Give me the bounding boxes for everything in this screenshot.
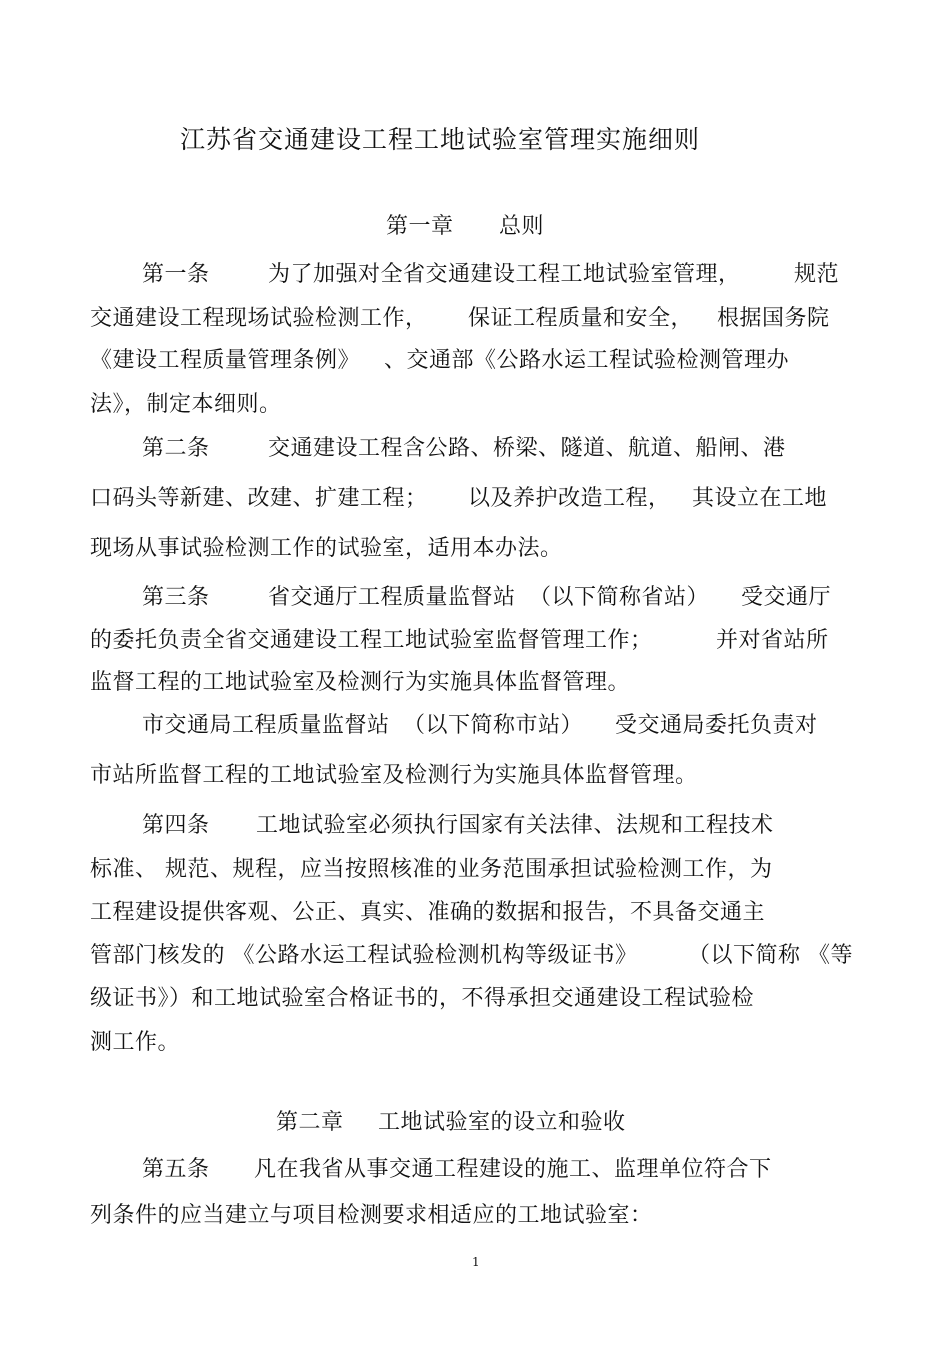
- article-1-line: 规范: [794, 262, 840, 287]
- article-3-line: 的委托负责全省交通建设工程工地试验室监督管理工作；: [90, 628, 653, 653]
- article-1-line: 根据国务院: [717, 306, 830, 331]
- article-2-line: 其设立在工地: [692, 486, 828, 511]
- article-1-label: 第一条: [142, 262, 210, 287]
- article-3-paragraph-2-line: 市站所监督工程的工地试验室及检测行为实施具体监督管理。: [90, 763, 698, 788]
- article-3-paragraph-2-line: 受交通局委托负责对: [615, 713, 818, 738]
- article-4-line: 标准、 规范、规程，应当按照核准的业务范围承担试验检测工作，为: [90, 857, 773, 882]
- article-4-label: 第四条: [142, 813, 210, 838]
- page-number: 1: [472, 1255, 480, 1269]
- article-4-line: 工程建设提供客观、公正、真实、准确的数据和报告，不具备交通主: [90, 900, 766, 925]
- article-1-line: 为了加强对全省交通建设工程工地试验室管理，: [268, 262, 741, 287]
- article-4-line: （以下简称 《等: [688, 943, 853, 968]
- article-3-label: 第三条: [142, 585, 210, 610]
- chapter-1-name: 总则: [499, 214, 545, 239]
- article-3-line: 并对省站所: [716, 628, 829, 653]
- chapter-2-label: 第二章: [276, 1110, 344, 1135]
- article-2-line: 口码头等新建、改建、扩建工程；: [90, 486, 428, 511]
- article-4-line: 级证书》）和工地试验室合格证书的，不得承担交通建设工程试验检: [90, 986, 755, 1011]
- chapter-1-label: 第一章: [386, 214, 454, 239]
- article-3-line: 受交通厅: [741, 585, 832, 610]
- article-3-line: （以下简称省站）: [529, 585, 710, 610]
- article-3-paragraph-2-line: （以下简称市站）: [403, 713, 584, 738]
- article-2-line: 以及养护改造工程，: [468, 486, 671, 511]
- article-1-line: 、交通部《公路水运工程试验检测管理办: [384, 348, 790, 373]
- article-1-line: 交通建设工程现场试验检测工作，: [90, 306, 428, 331]
- chapter-2-name: 工地试验室的设立和验收: [378, 1110, 626, 1135]
- article-3-line: 省交通厅工程质量监督站: [268, 585, 516, 610]
- article-4-line: 工地试验室必须执行国家有关法律、法规和工程技术: [256, 813, 774, 838]
- article-5-label: 第五条: [142, 1157, 210, 1182]
- article-5-line: 列条件的应当建立与项目检测要求相适应的工地试验室：: [90, 1203, 653, 1228]
- article-1-line: 保证工程质量和安全，: [468, 306, 694, 331]
- article-4-line: 测工作。: [90, 1030, 181, 1055]
- article-4-line: 管部门核发的 《公路水运工程试验检测机构等级证书》: [90, 943, 638, 968]
- article-3-line: 监督工程的工地试验室及检测行为实施具体监督管理。: [90, 670, 631, 695]
- article-3-paragraph-2-line: 市交通局工程质量监督站: [142, 713, 390, 738]
- article-2-line: 交通建设工程含公路、桥梁、隧道、航道、船闸、港: [268, 436, 786, 461]
- article-1-line: 法》，制定本细则。: [90, 392, 282, 417]
- article-5-line: 凡在我省从事交通工程建设的施工、监理单位符合下: [254, 1157, 772, 1182]
- article-2-line: 现场从事试验检测工作的试验室，适用本办法。: [90, 536, 563, 561]
- article-1-line: 《建设工程质量管理条例》: [90, 348, 361, 373]
- document-title: 江苏省交通建设工程工地试验室管理实施细则: [180, 125, 701, 154]
- article-2-label: 第二条: [142, 436, 210, 461]
